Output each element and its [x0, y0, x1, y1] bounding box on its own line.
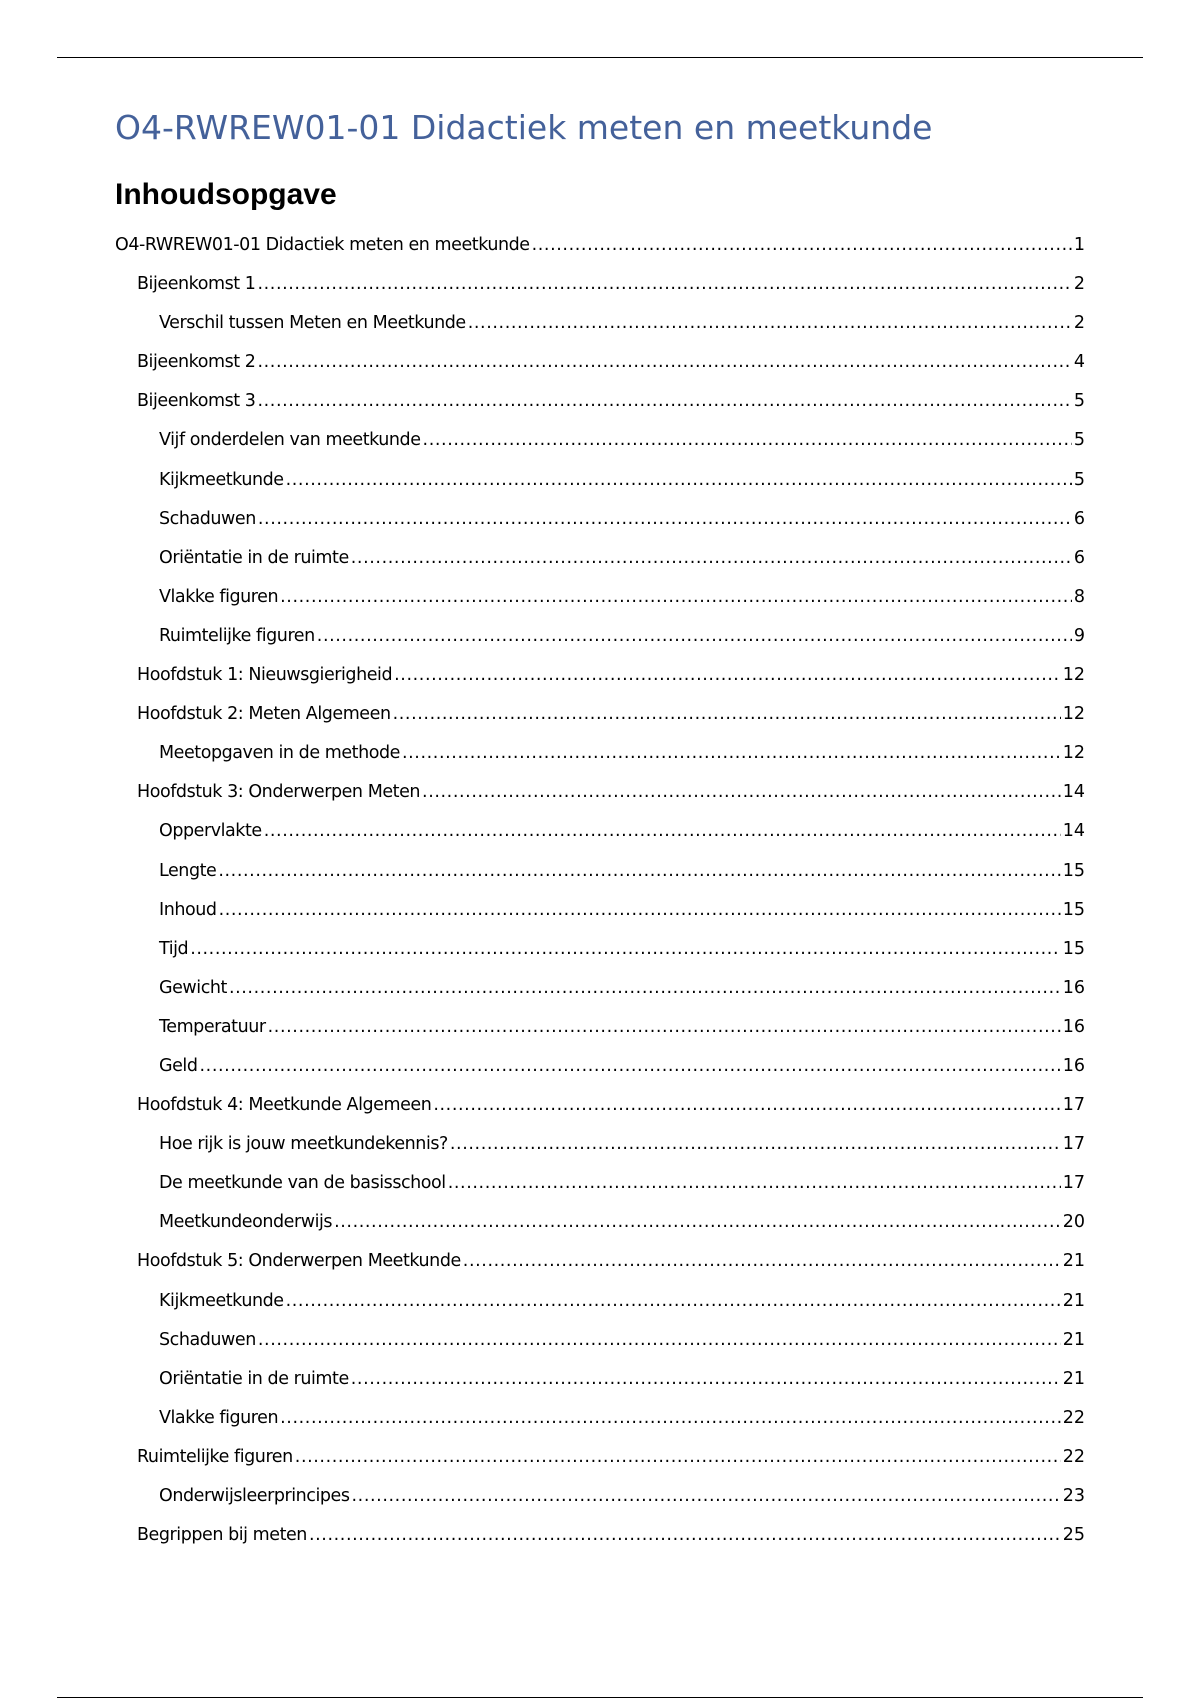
toc-entry[interactable]	[115, 265, 1085, 304]
toc-entry-title: Vijf onderdelen van meetkunde	[159, 430, 421, 451]
toc-entry[interactable]	[115, 304, 1085, 343]
toc-entry-title: Vlakke figuren	[159, 1407, 279, 1428]
toc-dot-leader	[257, 343, 1071, 382]
toc-entry-page-number: 16	[1062, 1016, 1085, 1037]
toc-entry[interactable]	[115, 578, 1085, 617]
toc-entry-title: Ruimtelijke figuren	[159, 625, 315, 646]
toc-entry-page-number: 22	[1062, 1407, 1085, 1428]
toc-entry[interactable]	[115, 539, 1085, 578]
toc-dot-leader	[280, 1399, 1061, 1438]
toc-entry-page-number: 12	[1062, 704, 1085, 725]
toc-dot-leader	[286, 461, 1072, 500]
toc-entry-title: Ruimtelijke figuren	[137, 1446, 293, 1467]
toc-entry-page-number: 4	[1073, 352, 1085, 373]
toc-entry[interactable]	[115, 891, 1085, 930]
toc-entry-title: Bijeenkomst 1	[137, 274, 256, 295]
toc-entry-title: Kijkmeetkunde	[159, 469, 284, 490]
toc-entry-page-number: 15	[1062, 899, 1085, 920]
toc-dot-leader	[258, 500, 1072, 539]
toc-entry-title: Hoofdstuk 4: Meetkunde Algemeen	[137, 1095, 432, 1116]
toc-entry-page-number: 6	[1073, 508, 1085, 529]
toc-entry-title: Hoofdstuk 2: Meten Algemeen	[137, 704, 391, 725]
toc-entry-page-number: 15	[1062, 860, 1085, 881]
toc-entry-page-number: 14	[1062, 821, 1085, 842]
toc-entry[interactable]	[115, 1203, 1085, 1242]
toc-entry-title: Hoofdstuk 3: Onderwerpen Meten	[137, 782, 421, 803]
toc-entry-title: Bijeenkomst 3	[137, 391, 256, 412]
toc-entry-title: Vlakke figuren	[159, 586, 279, 607]
toc-dot-leader	[394, 656, 1061, 695]
toc-entry[interactable]	[115, 1321, 1085, 1360]
toc-entry-page-number: 17	[1062, 1134, 1085, 1155]
toc-entry[interactable]	[115, 1164, 1085, 1203]
toc-entry-page-number: 8	[1073, 586, 1085, 607]
toc-dot-leader	[423, 421, 1072, 460]
toc-entry-page-number: 6	[1073, 547, 1085, 568]
toc-entry[interactable]	[115, 617, 1085, 656]
toc-entry-title: Begrippen bij meten	[137, 1525, 307, 1546]
toc-dot-leader	[257, 265, 1071, 304]
bottom-page-rule	[57, 1697, 1143, 1698]
toc-dot-leader	[257, 382, 1071, 421]
toc-entry[interactable]	[115, 382, 1085, 421]
toc-entry-title: Gewicht	[159, 977, 227, 998]
toc-dot-leader	[219, 891, 1061, 930]
toc-entry-title: Oriëntatie in de ruimte	[159, 1368, 349, 1389]
toc-entry-page-number: 5	[1073, 391, 1085, 412]
toc-dot-leader	[450, 1125, 1061, 1164]
toc-dot-leader	[268, 1008, 1061, 1047]
toc-entry-page-number: 25	[1062, 1525, 1085, 1546]
toc-entry-page-number: 2	[1073, 274, 1085, 295]
top-page-rule	[57, 57, 1143, 58]
toc-entry-title: De meetkunde van de basisschool	[159, 1173, 446, 1194]
toc-dot-leader	[190, 930, 1061, 969]
toc-entry[interactable]	[115, 930, 1085, 969]
toc-entry[interactable]	[115, 812, 1085, 851]
toc-dot-leader	[200, 1047, 1061, 1086]
toc-entry-title: Hoofdstuk 5: Onderwerpen Meetkunde	[137, 1251, 461, 1272]
toc-dot-leader	[309, 1516, 1061, 1555]
toc-entry[interactable]	[115, 1086, 1085, 1125]
toc-dot-leader	[229, 969, 1061, 1008]
toc-dot-leader	[280, 578, 1072, 617]
toc-dot-leader	[352, 1477, 1061, 1516]
toc-entry-title: Kijkmeetkunde	[159, 1290, 284, 1311]
toc-entry-title: Oriëntatie in de ruimte	[159, 547, 349, 568]
toc-dot-leader	[402, 734, 1061, 773]
toc-entry[interactable]	[115, 1282, 1085, 1321]
toc-entry[interactable]	[115, 1438, 1085, 1477]
toc-entry[interactable]	[115, 773, 1085, 812]
toc-dot-leader	[258, 1321, 1061, 1360]
toc-entry[interactable]	[115, 500, 1085, 539]
toc-entry-page-number: 15	[1062, 938, 1085, 959]
toc-entry-page-number: 12	[1062, 743, 1085, 764]
toc-dot-leader	[463, 1242, 1061, 1281]
toc-entry-title: Oppervlakte	[159, 821, 262, 842]
toc-entry[interactable]	[115, 852, 1085, 891]
toc-entry-title: Verschil tussen Meten en Meetkunde	[159, 313, 466, 334]
toc-entry-page-number: 9	[1073, 625, 1085, 646]
toc-dot-leader	[433, 1086, 1060, 1125]
toc-entry-page-number: 5	[1073, 469, 1085, 490]
toc-entry[interactable]	[115, 1047, 1085, 1086]
toc-entry[interactable]	[115, 734, 1085, 773]
toc-entry-page-number: 16	[1062, 1055, 1085, 1076]
toc-dot-leader	[264, 812, 1061, 851]
toc-entry-page-number: 2	[1073, 313, 1085, 334]
toc-dot-leader	[351, 539, 1072, 578]
toc-dot-leader	[532, 226, 1072, 265]
toc-entry-page-number: 14	[1062, 782, 1085, 803]
toc-entry-title: Hoe rijk is jouw meetkundekennis?	[159, 1134, 448, 1155]
toc-entry-title: Onderwijsleerprincipes	[159, 1486, 350, 1506]
toc-entry-title: Bijeenkomst 2	[137, 352, 256, 373]
toc-dot-leader	[317, 617, 1072, 656]
toc-dot-leader	[218, 852, 1060, 891]
toc-entry[interactable]	[115, 1008, 1085, 1047]
toc-entry-title: Geld	[159, 1055, 198, 1076]
toc-entry[interactable]	[115, 461, 1085, 500]
toc-entry-title: Schaduwen	[159, 508, 256, 529]
toc-entry[interactable]	[115, 1399, 1085, 1438]
toc-dot-leader	[295, 1438, 1061, 1477]
toc-entry-title: Meetkundeonderwijs	[159, 1212, 333, 1233]
toc-entry-title: Tijd	[159, 938, 189, 959]
toc-entry-title: O4-RWREW01-01 Didactiek meten en meetkunde	[115, 235, 530, 255]
toc-entry[interactable]	[115, 343, 1085, 382]
toc-entry-title: Inhoud	[159, 899, 217, 920]
document-title: O4-RWREW01-01 Didactiek meten en meetkunde	[115, 108, 933, 147]
toc-entry[interactable]	[115, 1242, 1085, 1281]
toc-entry-page-number: 21	[1062, 1329, 1085, 1350]
toc-entry-title: Hoofdstuk 1: Nieuwsgierigheid	[137, 665, 393, 686]
toc-heading: Inhoudsopgave	[115, 178, 337, 211]
toc-entry-page-number: 21	[1062, 1290, 1085, 1311]
toc-entry[interactable]	[115, 1125, 1085, 1164]
table-of-contents	[115, 226, 1085, 1555]
toc-dot-leader	[351, 1360, 1061, 1399]
toc-entry-page-number: 17	[1062, 1095, 1085, 1116]
toc-entry[interactable]	[115, 226, 1085, 265]
toc-entry-title: Lengte	[159, 860, 217, 881]
toc-entry-page-number: 16	[1062, 977, 1085, 998]
toc-entry[interactable]	[115, 695, 1085, 734]
toc-entry-page-number: 23	[1062, 1486, 1085, 1506]
toc-dot-leader	[334, 1203, 1061, 1242]
toc-entry[interactable]	[115, 969, 1085, 1008]
toc-entry[interactable]	[115, 1516, 1085, 1555]
toc-entry-title: Meetopgaven in de methode	[159, 743, 400, 764]
toc-entry[interactable]	[115, 1477, 1085, 1516]
toc-dot-leader	[286, 1282, 1061, 1321]
toc-entry[interactable]	[115, 1360, 1085, 1399]
toc-entry-page-number: 21	[1062, 1368, 1085, 1389]
toc-entry-page-number: 22	[1062, 1446, 1085, 1467]
toc-entry-page-number: 17	[1062, 1173, 1085, 1194]
toc-dot-leader	[448, 1164, 1061, 1203]
toc-dot-leader	[468, 304, 1072, 343]
toc-entry[interactable]	[115, 421, 1085, 460]
toc-dot-leader	[422, 773, 1061, 812]
toc-dot-leader	[393, 695, 1061, 734]
toc-entry-title: Schaduwen	[159, 1329, 256, 1350]
toc-entry-page-number: 5	[1073, 430, 1085, 451]
toc-entry-page-number: 21	[1062, 1251, 1085, 1272]
toc-entry[interactable]	[115, 656, 1085, 695]
toc-entry-page-number: 20	[1062, 1212, 1085, 1233]
toc-entry-page-number: 1	[1073, 235, 1085, 255]
toc-entry-page-number: 12	[1062, 665, 1085, 686]
toc-entry-title: Temperatuur	[159, 1016, 266, 1037]
